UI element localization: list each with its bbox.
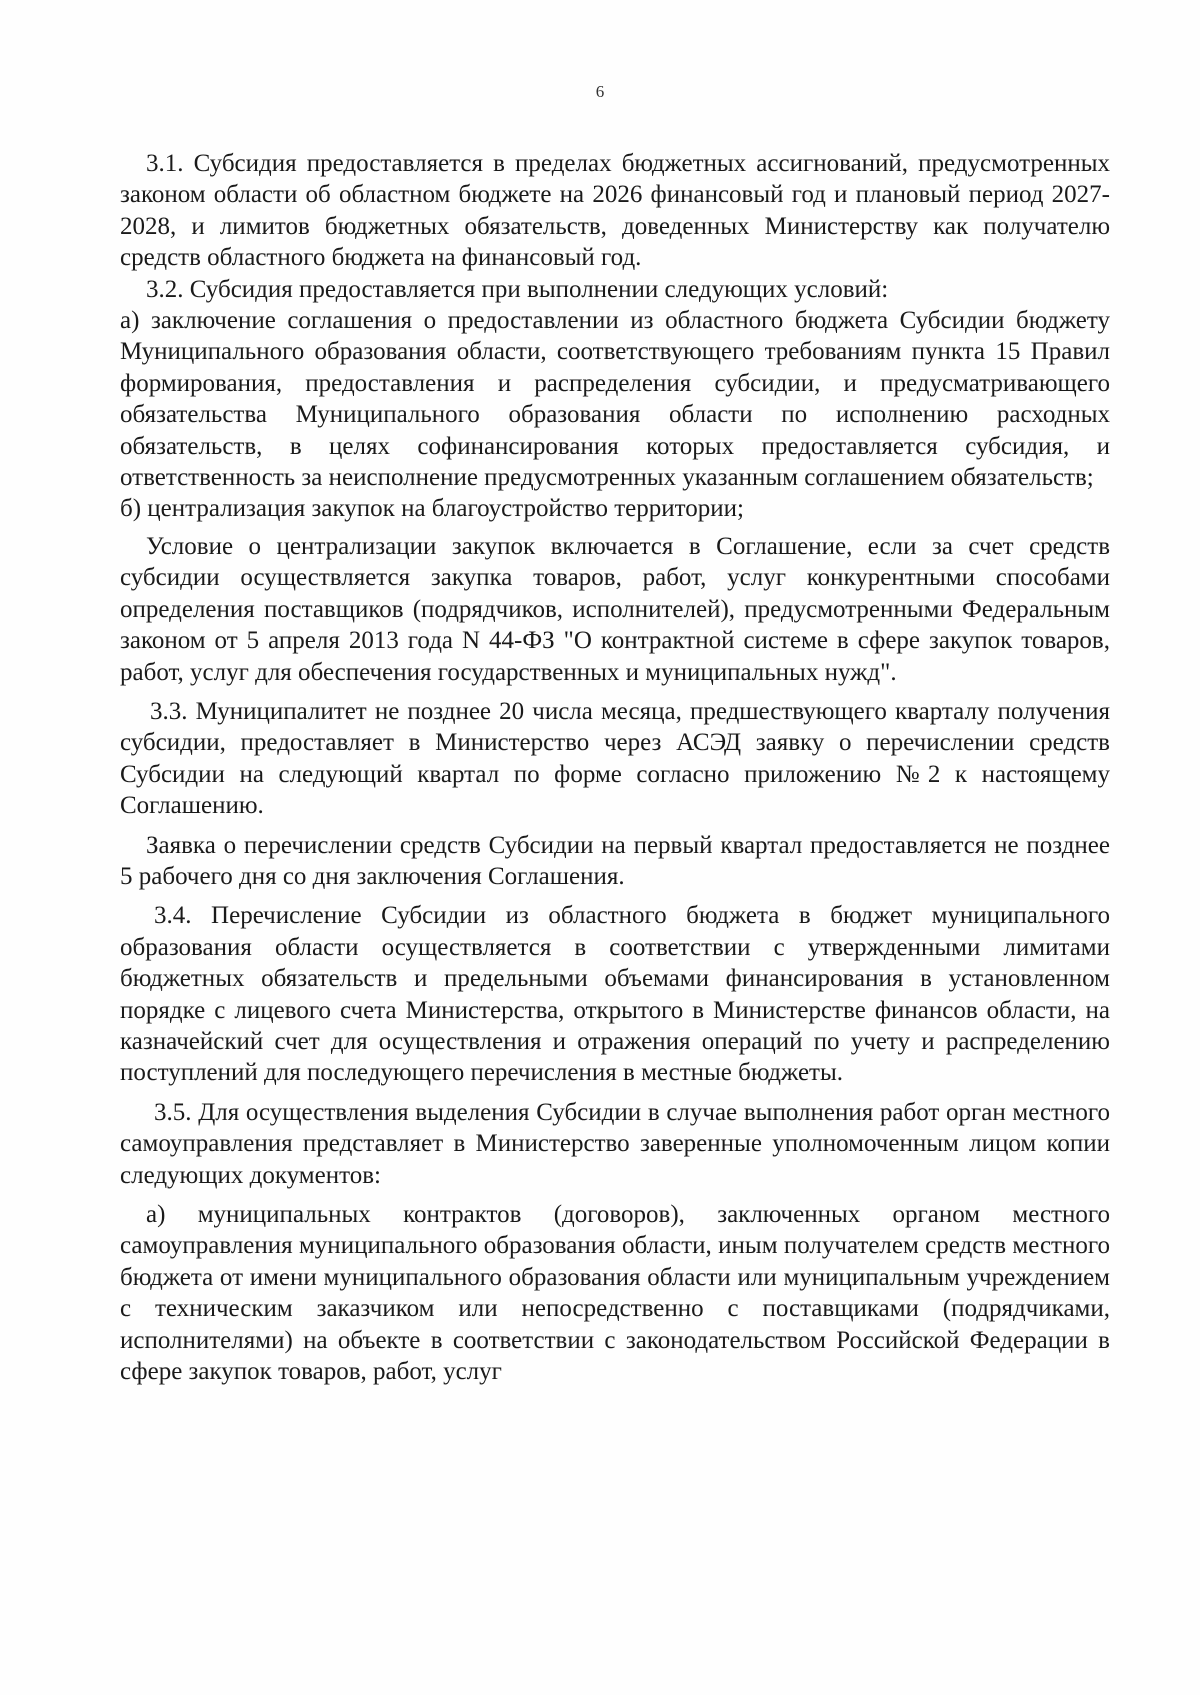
paragraph-centralization-condition: Условие о централизации закупок включается в Соглашение, если за счет средств субсидии осуществляется закупка товаров, работ, услуг конкурентными способами определения поставщиков (подрядчиков, исполнителей), предусмотренными Федеральным законом от 5 апреля 2013 года N 44-ФЗ "О контрактной системе в сфере закупок товаров, работ, услуг для обеспечения государственных и муниципальных нужд". bbox=[120, 532, 1110, 686]
paragraph-3-3: 3.3. Муниципалитет не позднее 20 числа месяца, предшествующего кварталу получения субсидии, предоставляет в Министерство через АСЭД заявку о перечислении средств Субсидии на следующий квартал по форме согласно приложению №2 к настоящему Соглашению. bbox=[120, 697, 1110, 820]
paragraph-3-5: 3.5. Для осуществления выделения Субсидии в случае выполнения работ орган местного самоуправления представляет в Министерство заверенные уполномоченным лицом копии следующих документов: bbox=[120, 1098, 1110, 1189]
paragraph-condition-b: б) централизация закупок на благоустройство территории; bbox=[120, 495, 744, 523]
paragraph-3-2: 3.2. Субсидия предоставляется при выполнении следующих условий: bbox=[146, 275, 889, 303]
paragraph-3-4: 3.4. Перечисление Субсидии из областного бюджета в бюджет муниципального образования области осуществляется в соответствии с утвержденными лимитами бюджетных обязательств и предельными объемами финансирования в установленном порядке с лицевого счета Министерства, открытого в Министерстве финансов области, на казначейский счет для осуществления и отражения операций по учету и распределению поступлений для последующего перечисления в местные бюджеты. bbox=[120, 902, 1110, 1087]
paragraph-documents-a: а) муниципальных контрактов (договоров), заключенных органом местного самоуправления муниципального образования области, иным получателем средств местного бюджета от имени муниципального образования области или муниципальным учреждением с техническим заказчиком или непосредственно с поставщиками (подрядчиками, исполнителями) на объекте в соответствии с законодательством Российской Федерации в сфере закупок товаров, работ, услуг bbox=[120, 1201, 1110, 1386]
paragraph-first-quarter-request: Заявка о перечислении средств Субсидии на первый квартал предоставляется не позднее 5 рабочего дня со дня заключения Соглашения. bbox=[120, 831, 1110, 890]
page-number: 6 bbox=[595, 82, 605, 101]
document-body bbox=[120, 148, 1110, 1387]
paragraph-condition-a: а) заключение соглашения о предоставлении из областного бюджета Субсидии бюджету Муниципального образования области, соответствующего требованиям пункта 15 Правил формирования, предоставления и распределения субсидии, и предусматривающего обязательства Муниципального образования области по исполнению расходных обязательств, в целях софинансирования которых предоставляется субсидия, и ответственность за неисполнение предусмотренных указанным соглашением обязательств; bbox=[120, 307, 1110, 492]
paragraph-3-1: 3.1. Субсидия предоставляется в пределах бюджетных ассигнований, предусмотренных законом области об областном бюджете на 2026 финансовый год и плановый период 2027-2028, и лимитов бюджетных обязательств, доведенных Министерству как получателю средств областного бюджета на финансовый год. bbox=[120, 150, 1110, 272]
